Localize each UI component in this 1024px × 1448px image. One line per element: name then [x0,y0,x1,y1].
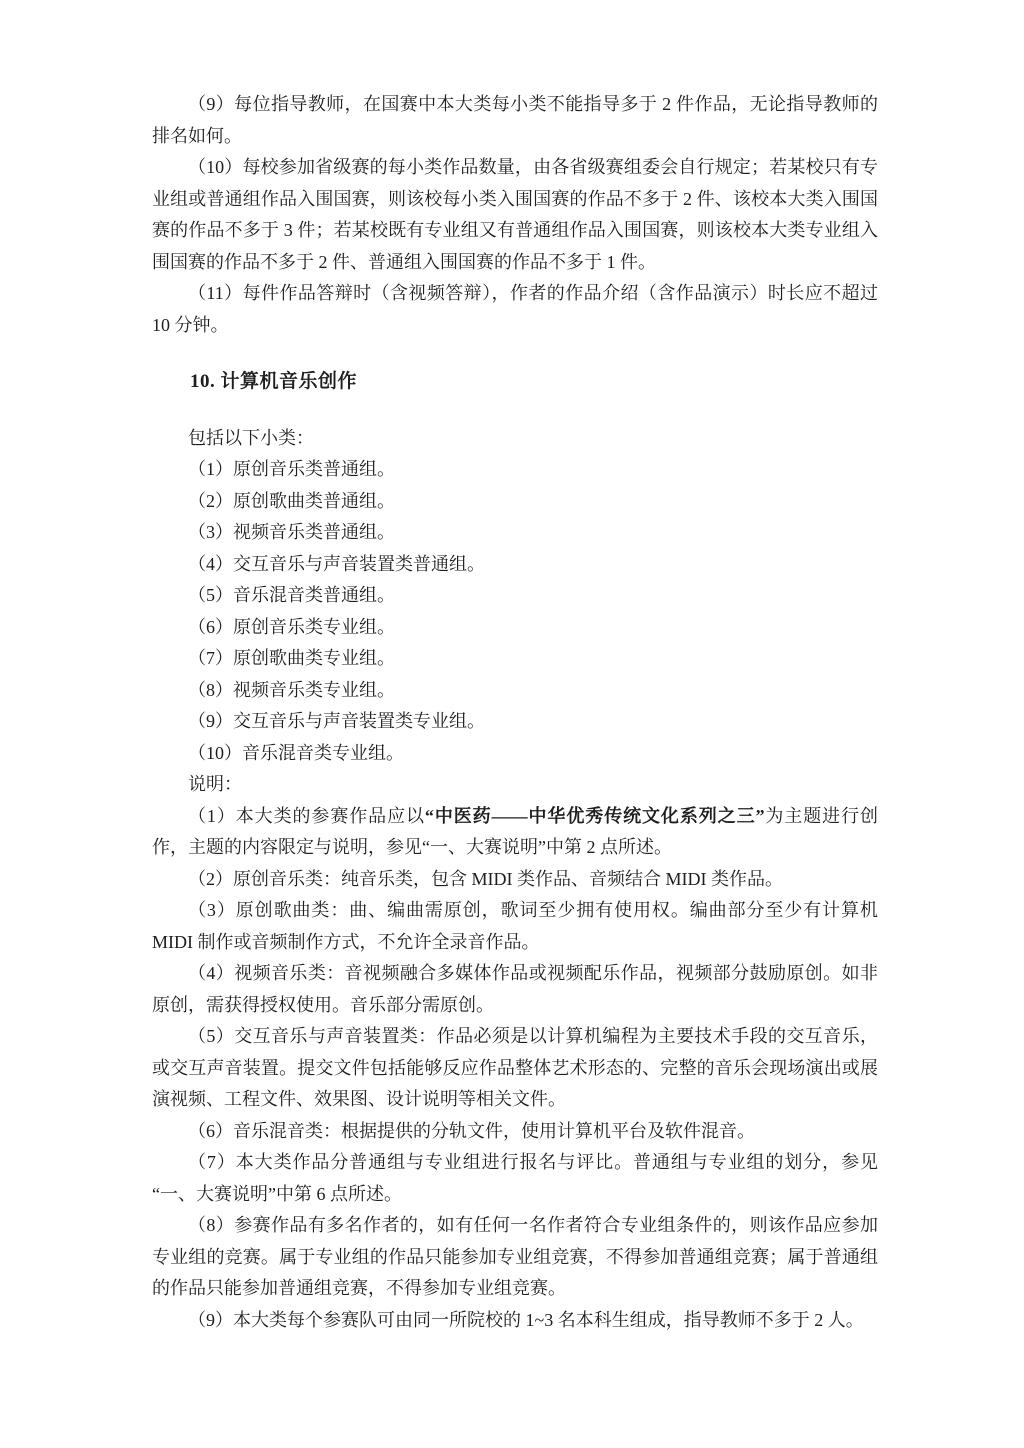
subcategory-item: （6）原创音乐类专业组。 [188,616,395,637]
section-heading: 10. 计算机音乐创作 [190,371,358,392]
notes-label: 说明： [188,774,242,794]
note-1-theme-bold: “中医药——中华优秀传统文化系列之三” [424,805,765,826]
subcategory-item: （8）视频音乐类专业组。 [188,679,395,700]
note-item-4: （4）视频音乐类：音视频融合多媒体作品或视频配乐作品，视频部分鼓励原创。如非原创，需获得授权使用。音乐部分需原创。 [152,963,878,1015]
note-item-9: （9）本大类每个参赛队可由同一所院校的 1~3 名本科生组成，指导教师不多于 2 人。 [188,1309,864,1330]
subcategory-intro: 包括以下小类： [188,427,314,448]
note-item-2: （2）原创音乐类：纯音乐类，包含 MIDI 类作品、音频结合 MIDI 类作品。 [188,868,783,889]
subcategory-item: （3）视频音乐类普通组。 [188,522,395,542]
paragraph-rule-10: （10）每校参加省级赛的每小类作品数量，由各省级赛组委会自行规定；若某校只有专业组或普通组作品入围国赛，则该校每小类入围国赛的作品不多于 2 件、该校本大类入围国赛的作品不多于 3 件；若某校既有专业组又有普通组作品入围国赛，则该校本大类专业组入围国赛的作品不多于 2 件、普通组入围国赛的作品不多于 1 件。 [152,157,878,272]
subcategory-item: （5）音乐混音类普通组。 [188,585,395,605]
note-item-1 [152,801,878,864]
paragraph-rule-11: （11）每件作品答辩时（含视频答辩），作者的作品介绍（含作品演示）时长应不超过 10 分钟。 [152,283,878,335]
note-1-post: 为主题进行创作，主题的内容限定与说明，参见“一、大赛说明”中第 2 点所述。 [152,805,879,857]
note-item-5: （5）交互音乐与声音装置类：作品必须是以计算机编程为主要技术手段的交互音乐，或交互声音装置。提交文件包括能够反应作品整体艺术形态的、完整的音乐会现场演出或展演视频、工程文件、效果图、设计说明等相关文件。 [152,1026,878,1109]
subcategory-item: （9）交互音乐与声音装置类专业组。 [188,711,485,731]
note-item-3: （3）原创歌曲类：曲、编曲需原创，歌词至少拥有使用权。编曲部分至少有计算机 MIDI 制作或音频制作方式，不允许全录音作品。 [152,900,878,952]
subcategory-item: （4）交互音乐与声音装置类普通组。 [188,553,485,574]
paragraph-rule-9: （9）每位指导教师，在国赛中本大类每小类不能指导多于 2 件作品，无论指导教师的排名如何。 [152,94,878,146]
note-1-pre: （1）本大类的参赛作品应以 [188,805,425,826]
note-item-8: （8）参赛作品有多名作者的，如有任何一名作者符合专业组条件的，则该作品应参加专业组的竞赛。属于专业组的作品只能参加专业组竞赛，不得参加普通组竞赛；属于普通组的作品只能参加普通组竞赛，不得参加专业组竞赛。 [152,1215,878,1298]
subcategory-item: （10）音乐混音类专业组。 [188,742,404,763]
note-item-7: （7）本大类作品分普通组与专业组进行报名与评比。普通组与专业组的划分，参见“一、大赛说明”中第 6 点所述。 [152,1152,878,1204]
note-item-6: （6）音乐混音类：根据提供的分轨文件，使用计算机平台及软件混音。 [188,1120,755,1141]
subcategory-item: （2）原创歌曲类普通组。 [188,490,395,511]
subcategory-item: （1）原创音乐类普通组。 [188,459,395,479]
subcategory-item: （7）原创歌曲类专业组。 [188,648,395,668]
